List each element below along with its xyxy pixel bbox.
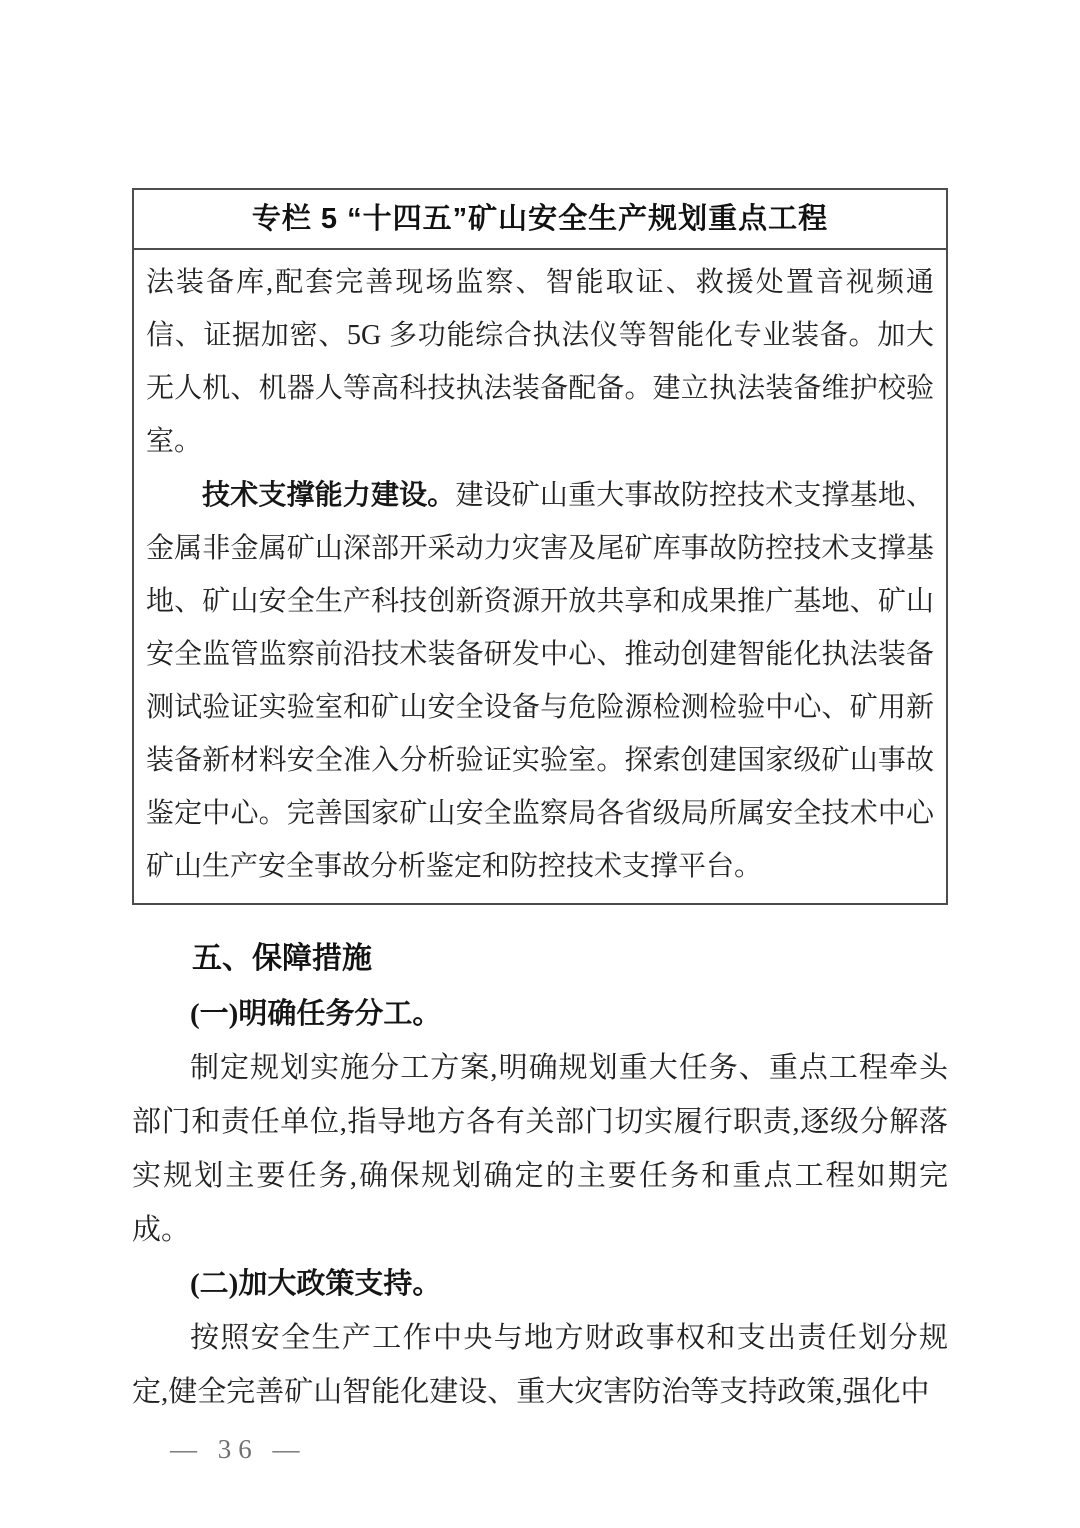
box-paragraph-1-text: 法装备库,配套完善现场监察、智能取证、救援处置音视频通信、证据加密、5G 多功能综合执法仪等智能化专业装备。加大无人机、机器人等高科技执法装备配备。建立执法装备维护校验室。 — [146, 267, 934, 457]
text-column — [132, 0, 948, 1469]
callout-box — [132, 188, 948, 905]
page-number: — 36 — — [170, 1434, 307, 1464]
section-heading: 五、保障措施 — [192, 942, 372, 975]
subsection-2-heading: (二)加大政策支持。 — [190, 1268, 442, 1300]
page-footer — [132, 1429, 948, 1469]
callout-box-body — [134, 250, 946, 903]
subsection-1-paragraph: 制定规划实施分工方案,明确规划重大任务、重点工程牵头部门和责任单位,指导地方各有关部门切实履行职责,逐级分解落实规划主要任务,确保规划确定的主要任务和重点工程如期完成。 — [132, 1052, 948, 1246]
box-paragraph-2 — [146, 468, 934, 893]
subsection-1-heading: (一)明确任务分工。 — [190, 998, 442, 1030]
callout-box-title: 专栏 5 “十四五”矿山安全生产规划重点工程 — [134, 190, 946, 250]
subsection-2-paragraph: 按照安全生产工作中央与地方财政事权和支出责任划分规定,健全完善矿山智能化建设、重大灾害防治等支持政策,强化中 — [132, 1322, 948, 1408]
box-paragraph-2-text: 建设矿山重大事故防控技术支撑基地、金属非金属矿山深部开采动力灾害及尾矿库事故防控技术支撑基地、矿山安全生产科技创新资源开放共享和成果推广基地、矿山安全监管监察前沿技术装备研发中心、推动创建智能化执法装备测试验证实验室和矿山安全设备与危险源检测检验中心、矿用新装备新材料安全准入分析验证实验室。探索创建国家级矿山事故鉴定中心。完善国家矿山安全监察局各省级局所属安全技术中心矿山生产安全事故分析鉴定和防控技术支撑平台。 — [146, 480, 934, 882]
box-paragraph-2-lead: 技术支撑能力建设。 — [202, 479, 456, 510]
box-paragraph-1 — [146, 256, 934, 468]
